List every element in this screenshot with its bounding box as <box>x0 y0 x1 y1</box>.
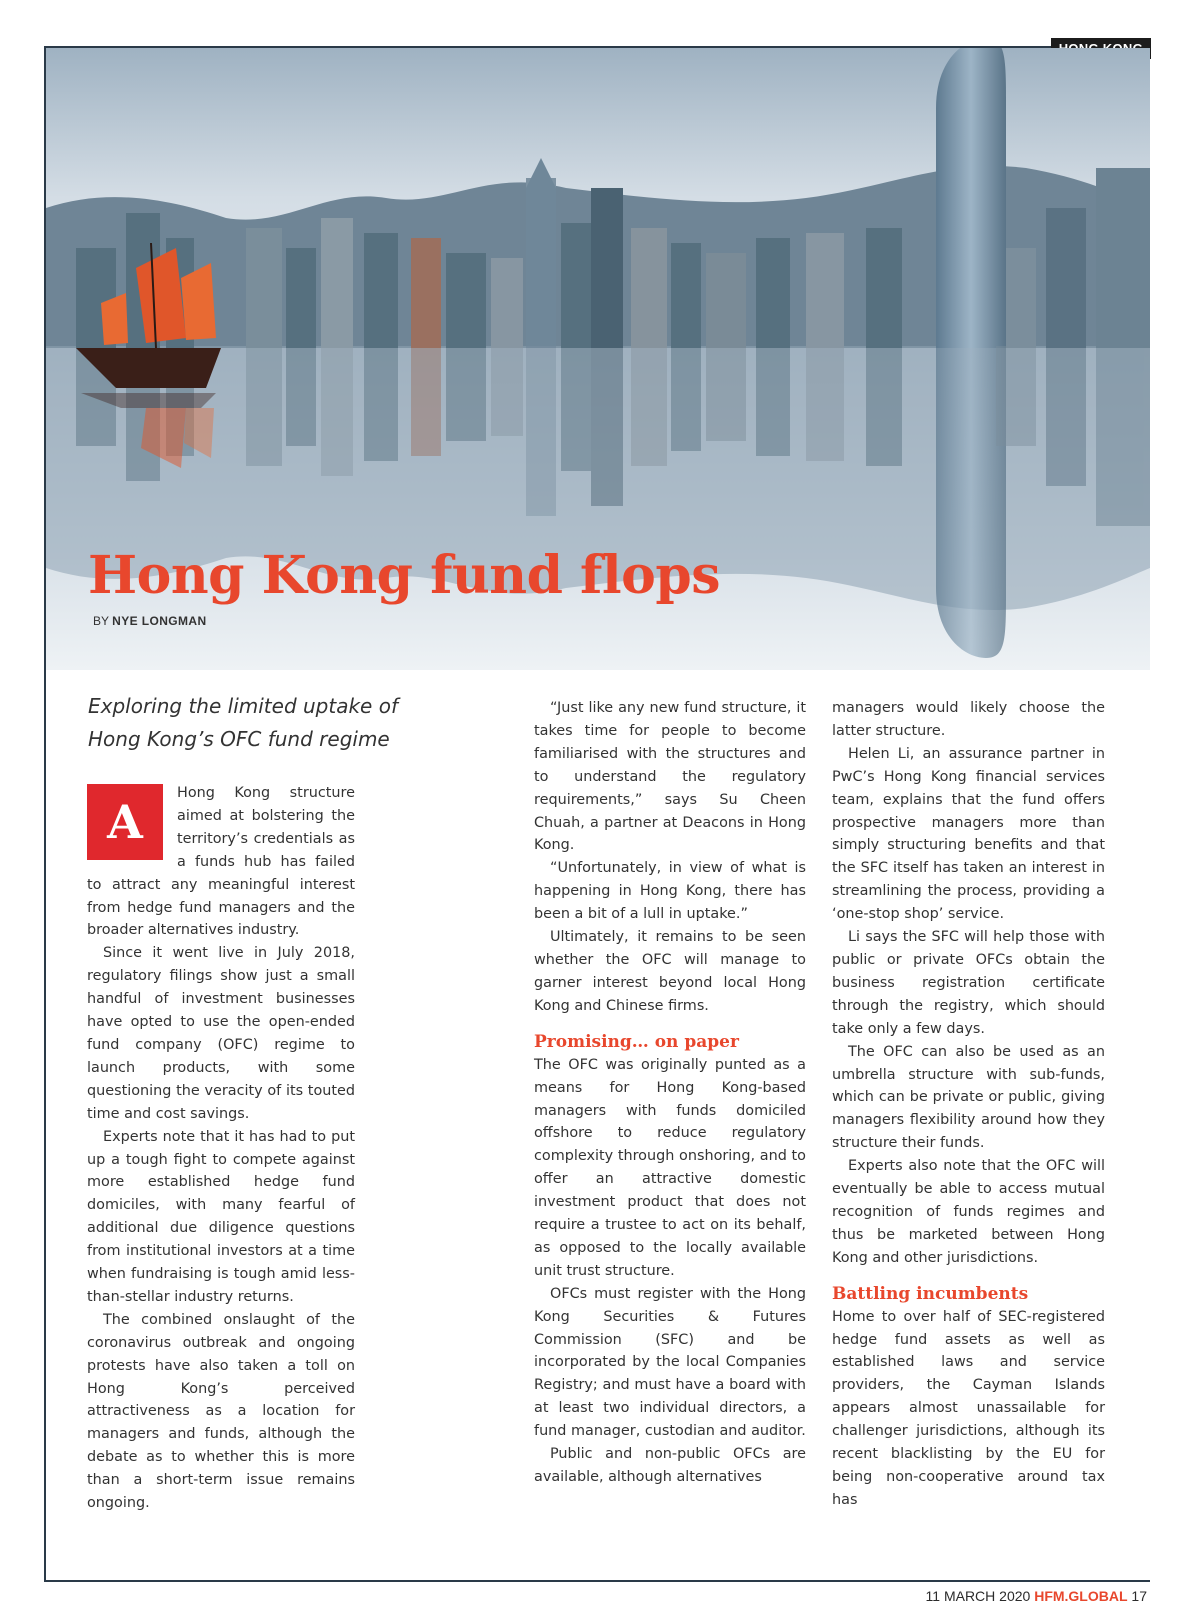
paragraph: The OFC can also be used as an umbrella structure with sub-funds, which can be private or public, giving managers flexibility around how they structure their funds. <box>832 1043 1105 1152</box>
paragraph-text: Hong Kong structure aimed at bolstering the territory’s credentials as a funds hub has failed to attract any meaningful interest from hedge fund managers and the broader alternatives industry. <box>87 785 355 939</box>
paragraph: The OFC was originally punted as a means for Hong Kong-based managers with funds domiciled offshore to reduce regulatory complexity through onshoring, and to offer an attractive domestic investment product that does not require a trustee to act on its behalf, as opposed to the locally available unit trust structure. <box>534 1056 806 1279</box>
paragraph <box>87 782 355 942</box>
article-headline: Hong Kong fund flops <box>88 545 720 606</box>
subheading: Promising… on paper <box>534 1031 739 1052</box>
standfirst: Exploring the limited uptake of Hong Kong’s OFC fund regime <box>88 694 398 751</box>
byline <box>93 614 207 628</box>
paragraph: The combined onslaught of the coronavirus outbreak and ongoing protests have also taken a toll on Hong Kong’s perceived attractiveness as a location for managers and funds, although the debate as to whether this is more than a short-term issue remains ongoing. <box>87 1311 355 1512</box>
paragraph: Li says the SFC will help those with public or private OFCs obtain the business registration certificate through the registry, which should take only a few days. <box>832 929 1105 1037</box>
drop-cap: A <box>87 784 163 860</box>
article-column-1 <box>87 782 355 1515</box>
byline-prefix: BY <box>93 614 109 628</box>
paragraph: Public and non-public OFCs are available, although alternatives <box>534 1446 806 1485</box>
issue-date: 11 MARCH 2020 <box>925 1588 1031 1604</box>
paragraph: Home to over half of SEC-registered hedge fund assets as well as established laws and service providers, the Cayman Islands appears almost unassailable for challenger jurisdictions, although its recent blacklisting by the EU for being non-cooperative around tax has <box>832 1308 1105 1508</box>
paragraph: Ultimately, it remains to be seen whether the OFC will manage to garner interest beyond local Hong Kong and Chinese firms. <box>534 929 806 1014</box>
publication-brand: HFM.GLOBAL <box>1034 1588 1128 1604</box>
byline-author: NYE LONGMAN <box>112 614 207 628</box>
subheading: Battling incumbents <box>832 1283 1029 1304</box>
page-number: 17 <box>1131 1588 1147 1604</box>
paragraph: managers would likely choose the latter structure. <box>832 700 1105 739</box>
paragraph: Since it went live in July 2018, regulatory filings show just a small handful of investment businesses have opted to use the open-ended fund company (OFC) regime to launch products, with some questioning the veracity of its touted time and cost savings. <box>87 945 355 1122</box>
paragraph: OFCs must register with the Hong Kong Securities & Futures Commission (SFC) and be incorporated by the local Companies Registry; and must have a board with at least two individual directors, a fund manager, custodian and auditor. <box>534 1285 806 1440</box>
page-footer <box>926 1588 1147 1604</box>
paragraph: Experts also note that the OFC will eventually be able to access mutual recognition of funds regimes and thus be marketed between Hong Kong and other jurisdictions. <box>832 1158 1105 1266</box>
paragraph: Helen Li, an assurance partner in PwC’s Hong Kong financial services team, explains that the fund offers prospective managers more than simply structuring benefits and that the SFC itself has taken an interest in streamlining the process, providing a ‘one-stop shop’ service. <box>832 745 1105 923</box>
paragraph: “Unfortunately, in view of what is happening in Hong Kong, there has been a bit of a lull in uptake.” <box>534 860 806 923</box>
paragraph: “Just like any new fund structure, it takes time for people to become familiarised with the structures and to understand the regulatory requirements,” says Su Cheen Chuah, a partner at Deacons in Hong Kong. <box>534 700 806 854</box>
frame-bottom-rule <box>45 1580 1150 1582</box>
article-column-3 <box>832 697 1105 1512</box>
article-column-2 <box>534 697 806 1489</box>
paragraph: Experts note that it has had to put up a tough fight to compete against more established hedge fund domiciles, with many fearful of additional due diligence questions from institutional investors at a time when fundraising is tough amid less-than-stellar industry returns. <box>87 1128 355 1305</box>
